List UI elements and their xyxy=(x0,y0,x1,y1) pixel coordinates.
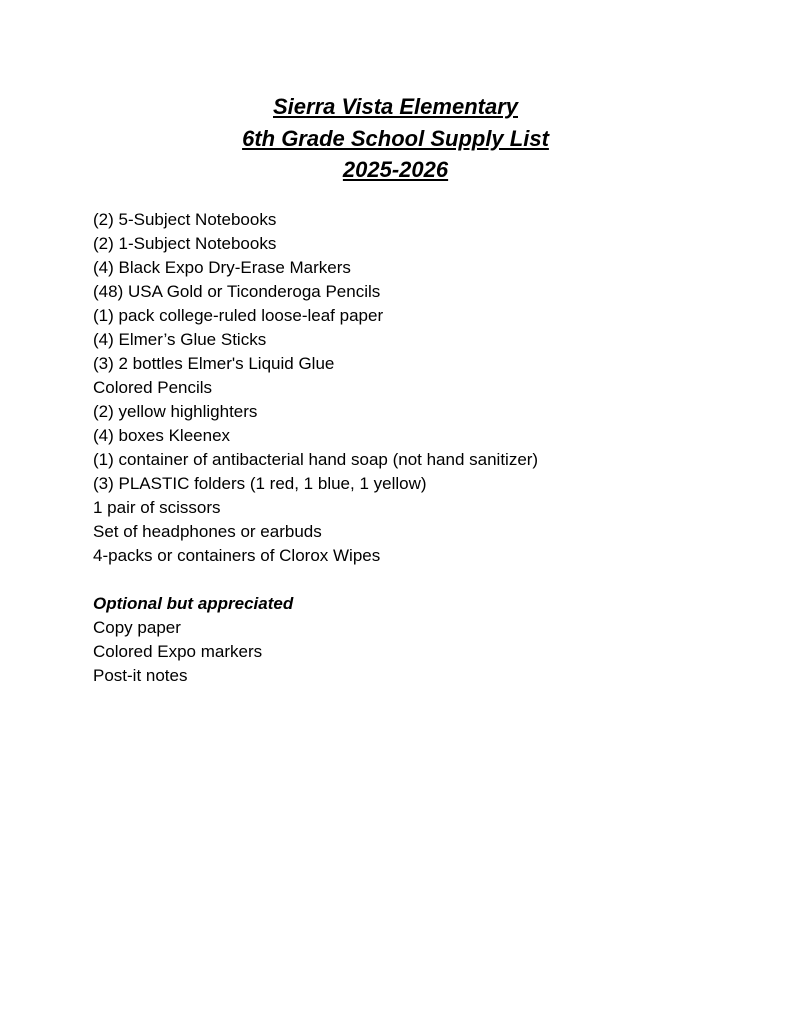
supply-item: (4) Black Expo Dry-Erase Markers xyxy=(93,258,351,277)
list-title: 6th Grade School Supply List xyxy=(242,125,549,151)
optional-item: Copy paper xyxy=(93,618,181,637)
supply-item: (2) yellow highlighters xyxy=(93,402,258,421)
supply-item: (3) PLASTIC folders (1 red, 1 blue, 1 yellow) xyxy=(93,474,427,493)
supply-item: (48) USA Gold or Ticonderoga Pencils xyxy=(93,282,381,301)
optional-section xyxy=(93,592,293,688)
supply-item: Colored Pencils xyxy=(93,378,213,397)
optional-item: Post-it notes xyxy=(93,666,188,685)
supply-list xyxy=(93,208,538,568)
supply-item: (4) boxes Kleenex xyxy=(93,426,231,445)
optional-heading: Optional but appreciated xyxy=(93,594,294,613)
supply-item: (1) container of antibacterial hand soap (not hand sanitizer) xyxy=(93,450,539,469)
supply-item: (2) 5-Subject Notebooks xyxy=(93,210,277,229)
document-header xyxy=(0,91,791,186)
supply-item: (1) pack college-ruled loose-leaf paper xyxy=(93,306,384,325)
school-name: Sierra Vista Elementary xyxy=(273,94,518,119)
supply-item: 1 pair of scissors xyxy=(93,498,221,517)
supply-item: Set of headphones or earbuds xyxy=(93,522,322,541)
supply-item: (3) 2 bottles Elmer's Liquid Glue xyxy=(93,354,335,373)
school-year: 2025-2026 xyxy=(342,157,449,182)
optional-item: Colored Expo markers xyxy=(93,642,263,661)
supply-item: (4) Elmer’s Glue Sticks xyxy=(93,330,267,349)
supply-item: 4-packs or containers of Clorox Wipes xyxy=(93,546,381,565)
optional-list xyxy=(93,616,293,688)
supply-item: (2) 1-Subject Notebooks xyxy=(93,234,277,253)
